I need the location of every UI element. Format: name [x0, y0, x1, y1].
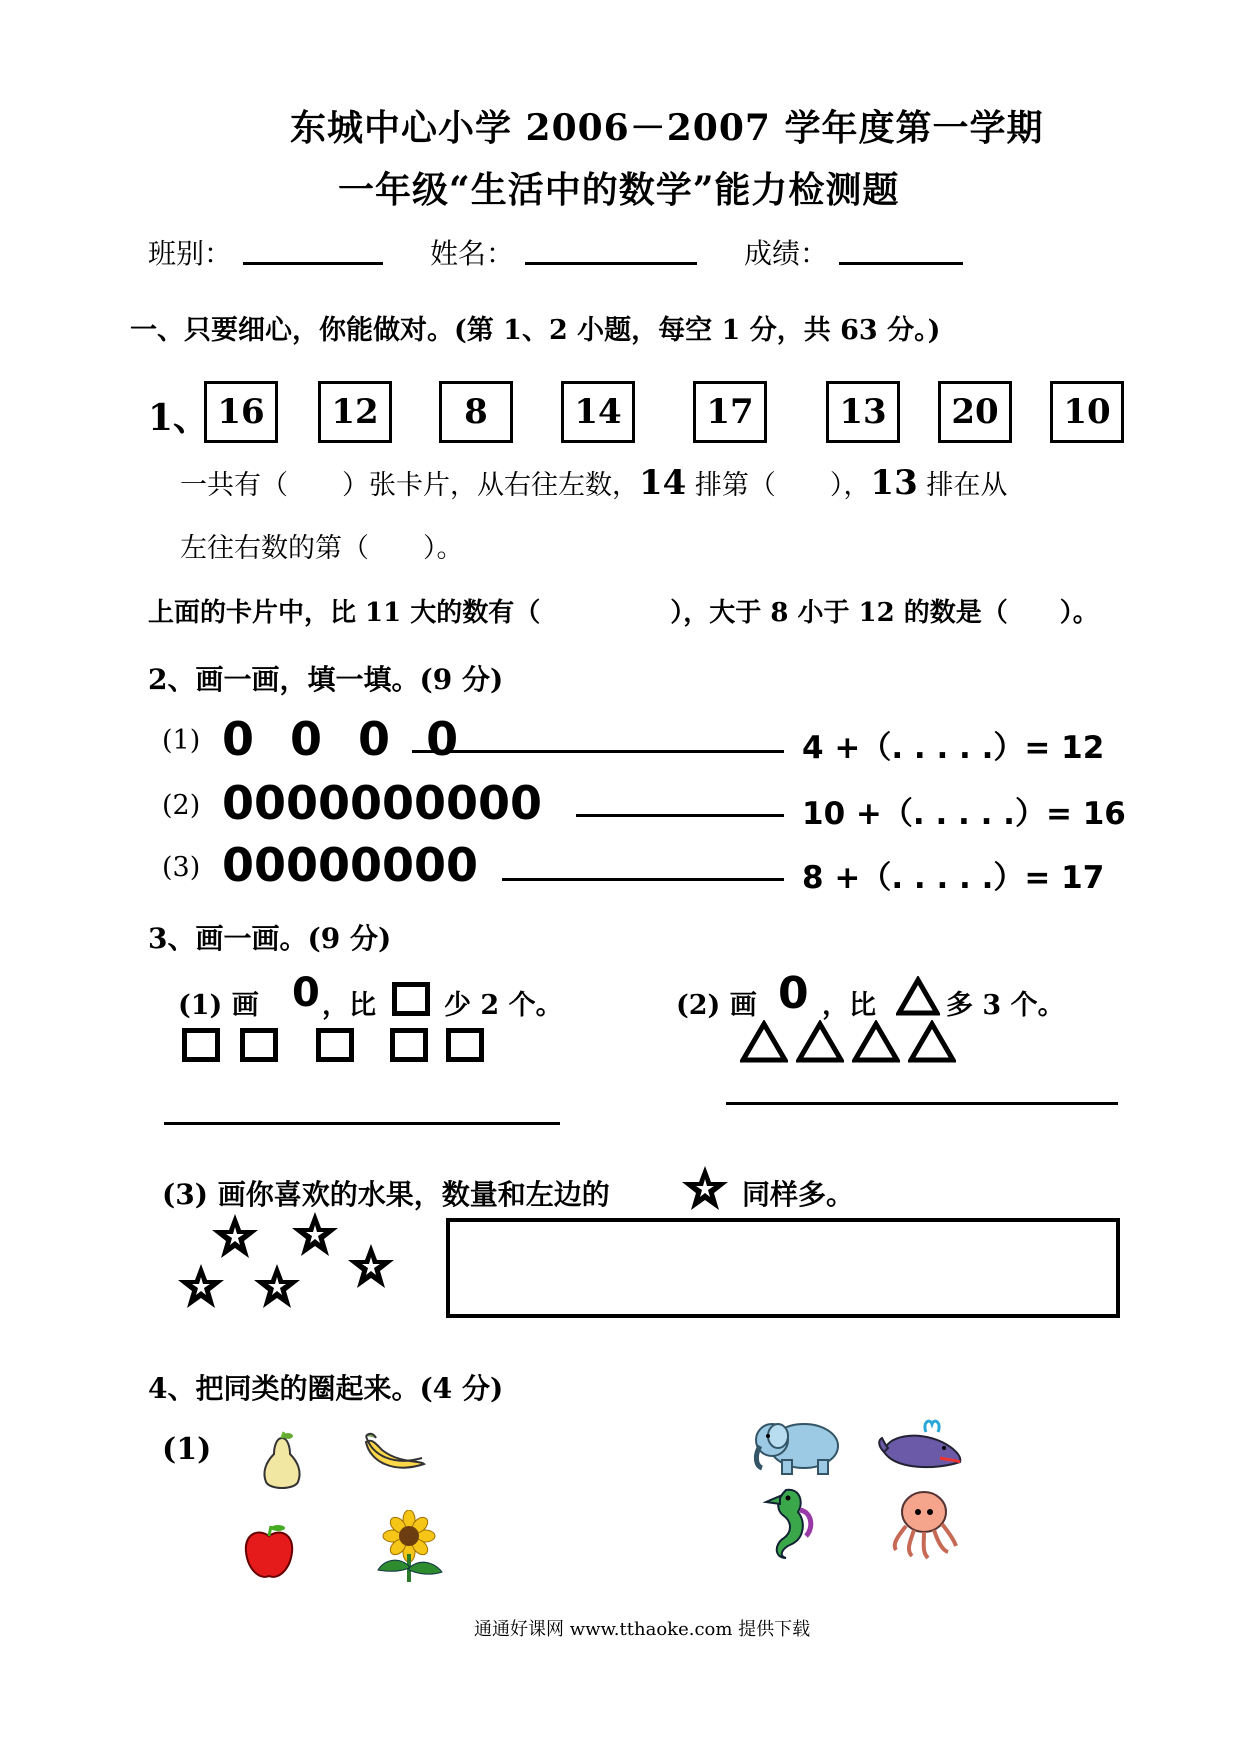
q2-row2-blank[interactable] [576, 814, 784, 817]
square-icon [392, 982, 430, 1016]
apple-icon[interactable] [238, 1522, 300, 1584]
title-line-2: 一年级“生活中的数学”能力检测题 [338, 169, 900, 211]
q3-heading: 3、画一画。(9 分) [148, 922, 392, 955]
q1-number: 1、 [148, 397, 210, 439]
q3-part1-answer-line[interactable] [164, 1122, 560, 1125]
q2-row2-circles: 0000000000 [222, 776, 543, 830]
q2-row1-circles: 0 0 0 0 [222, 712, 469, 766]
triangle-icon [852, 1020, 900, 1064]
q2-row2-equation: 10 +（. . . . .）= 16 [802, 796, 1126, 832]
q3-part1-prefix: (1) 画 [178, 990, 259, 1021]
star-icon [290, 1210, 340, 1260]
elephant-icon[interactable] [748, 1412, 844, 1478]
q2-row1-blank[interactable] [412, 750, 784, 753]
banana-icon[interactable] [360, 1428, 430, 1480]
q2-row3-equation: 8 +（. . . . .）= 17 [802, 860, 1105, 896]
q3-part2-circle: 0 [778, 968, 809, 1019]
star-icon [680, 1164, 730, 1214]
q3-part3-suffix: 同样多。 [742, 1178, 855, 1211]
q1-line-2: 左往右数的第（ ）。 [180, 533, 464, 564]
name-blank[interactable] [525, 262, 697, 265]
seahorse-icon[interactable] [760, 1482, 822, 1560]
whale-icon[interactable] [876, 1412, 968, 1476]
sunflower-icon[interactable] [370, 1510, 448, 1584]
q3-part3-prefix: (3) 画你喜欢的水果，数量和左边的 [162, 1178, 610, 1211]
q3-part1-suffix: 少 2 个。 [444, 990, 563, 1021]
pear-icon[interactable] [254, 1430, 310, 1492]
triangle-icon [908, 1020, 956, 1064]
class-label: 班别： [148, 237, 233, 270]
q2-row2-label: (2) [162, 790, 201, 821]
star-icon [346, 1242, 396, 1292]
q2-row1-label: (1) [162, 725, 201, 756]
number-card: 13 [826, 381, 900, 443]
q3-part1-compare: ，比 [322, 990, 376, 1021]
q2-row3-circles: 00000000 [222, 838, 479, 892]
number-card: 20 [938, 381, 1012, 443]
title-line-1: 东城中心小学 2006－2007 学年度第一学期 [290, 107, 1044, 149]
q4-heading: 4、把同类的圈起来。(4 分) [148, 1372, 504, 1405]
q1-line1-text-e: 排在从 [917, 470, 1008, 501]
q1-line1-text-a: 一共有（ ）张卡片，从右往左数， [180, 470, 639, 501]
square-icon [446, 1028, 484, 1062]
name-label: 姓名： [430, 237, 515, 270]
square-icon [390, 1028, 428, 1062]
class-blank[interactable] [243, 262, 383, 265]
octopus-icon[interactable] [884, 1488, 960, 1562]
q3-part2-answer-line[interactable] [726, 1102, 1118, 1105]
square-icon [182, 1028, 220, 1062]
footer-text: 通通好课网 www.tthaoke.com 提供下载 [474, 1619, 811, 1640]
fruit-drawing-box[interactable] [446, 1218, 1120, 1318]
section-1-heading: 一、只要细心，你能做对。(第 1、2 小题，每空 1 分，共 63 分。) [130, 315, 941, 346]
q2-row3-blank[interactable] [502, 878, 784, 881]
q3-part2-compare: ，比 [822, 990, 876, 1021]
triangle-icon [740, 1020, 788, 1064]
score-blank[interactable] [839, 262, 963, 265]
number-card: 12 [318, 381, 392, 443]
q1-number-13: 13 [870, 463, 918, 503]
score-label: 成绩： [744, 237, 829, 270]
number-card: 8 [439, 381, 513, 443]
number-card: 17 [693, 381, 767, 443]
star-icon [210, 1212, 260, 1262]
q1-line-1 [180, 463, 1007, 503]
number-card: 10 [1050, 381, 1124, 443]
square-icon [316, 1028, 354, 1062]
number-card: 16 [204, 381, 278, 443]
q3-part1-circle: 0 [292, 970, 320, 1016]
q3-part2-prefix: (2) 画 [676, 990, 757, 1021]
star-icon [176, 1262, 226, 1312]
q4-part1-label: (1) [162, 1432, 212, 1467]
square-icon [240, 1028, 278, 1062]
q1-number-14: 14 [639, 463, 687, 503]
number-card: 14 [561, 381, 635, 443]
triangle-icon [896, 976, 940, 1016]
q1-line-3: 上面的卡片中，比 11 大的数有（ ），大于 8 小于 12 的数是（ ）。 [148, 598, 1099, 628]
star-icon [252, 1262, 302, 1312]
q2-heading: 2、画一画，填一填。(9 分) [148, 663, 504, 696]
q2-row3-label: (3) [162, 852, 201, 883]
q1-line1-text-c: 排第（ ）， [686, 470, 871, 501]
q3-part2-suffix: 多 3 个。 [946, 990, 1065, 1021]
triangle-icon [796, 1020, 844, 1064]
q2-row1-equation: 4 +（. . . . .）= 12 [802, 730, 1105, 766]
